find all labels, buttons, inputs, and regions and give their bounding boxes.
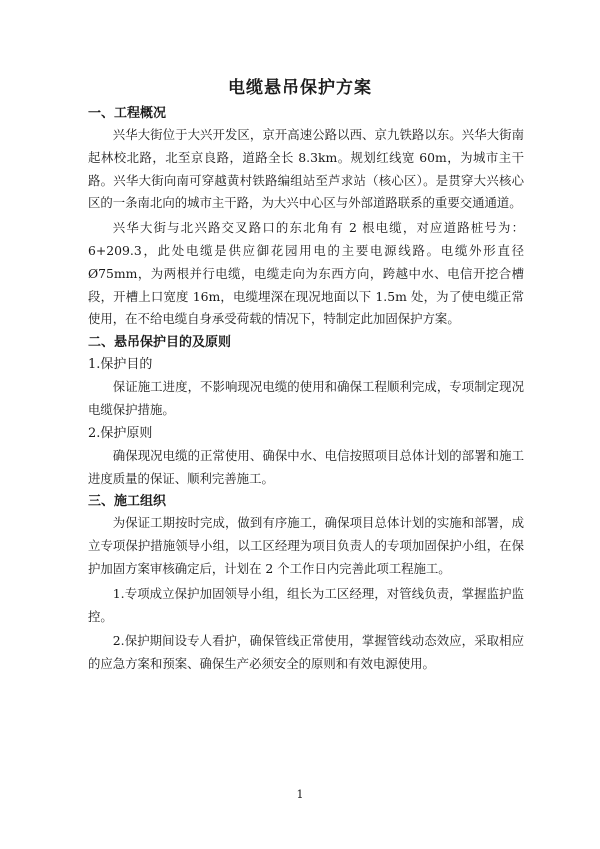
document-body — [88, 104, 524, 678]
subheading-protection-principle: 2.保护原则 — [88, 425, 153, 441]
section-heading-purpose: 二、悬吊保护目的及原则 — [88, 335, 232, 351]
paragraph-overview-1: 兴华大街位于大兴开发区，京开高速公路以西、京九铁路以东。兴华大街南起林校北路，北至京良路，道路全长 8.3km。规划红线宽 60m，为城市主干路。兴华大街向南可穿越黄村铁路编组站至芦求站（核心区）。是贯穿大兴核心区的一条南北向的城市主干路，为大兴中心区与外部道路联系的重要交通通道。 — [88, 127, 524, 211]
page-number: 1 — [296, 788, 304, 801]
paragraph-organization-1: 为保证工期按时完成，做到有序施工，确保项目总体计划的实施和部署，成立专项保护措施领导小组，以工区经理为项目负责人的专项加固保护小组，在保护加固方案审核确定后，计划在 2 个工作日内完善此项工程施工。 — [88, 515, 524, 576]
paragraph-protection-principle: 确保现况电缆的正常使用、确保中水、电信按照项目总体计划的部署和施工进度质量的保证、顺利完善施工。 — [88, 447, 524, 486]
section-heading-overview: 一、工程概况 — [88, 106, 167, 121]
page-title: 电缆悬吊保护方案 — [228, 78, 372, 98]
paragraph-overview-2: 兴华大街与北兴路交叉路口的东北角有 2 根电缆，对应道路桩号为：6+209.3，此处电缆是供应御花园用电的主要电源线路。电缆外形直径 Ø75mm，为两根并行电缆，电缆走向为东西方向，跨越中水、电信开挖合槽段，开槽上口宽度 16m，电缆埋深在现况地面以下 1.5m 处，为了使电缆正常使用，在不给电缆自身承受荷载的情况下，特制定此加固保护方案。 — [88, 220, 524, 327]
section-heading-organization: 三、施工组织 — [88, 494, 167, 510]
paragraph-organization-2: 1.专项成立保护加固领导小组，组长为工区经理，对管线负责，掌握监护监控。 — [88, 585, 524, 624]
subheading-protection-purpose: 1.保护目的 — [88, 357, 153, 373]
paragraph-protection-purpose: 保证施工进度，不影响现况电缆的使用和确保工程顺利完成，专项制定现况电缆保护措施。 — [88, 379, 524, 417]
paragraph-organization-3: 2.保护期间设专人看护，确保管线正常使用，掌握管线动态效应，采取相应的应急方案和预案、确保生产必须安全的原则和有效电源使用。 — [88, 633, 524, 672]
